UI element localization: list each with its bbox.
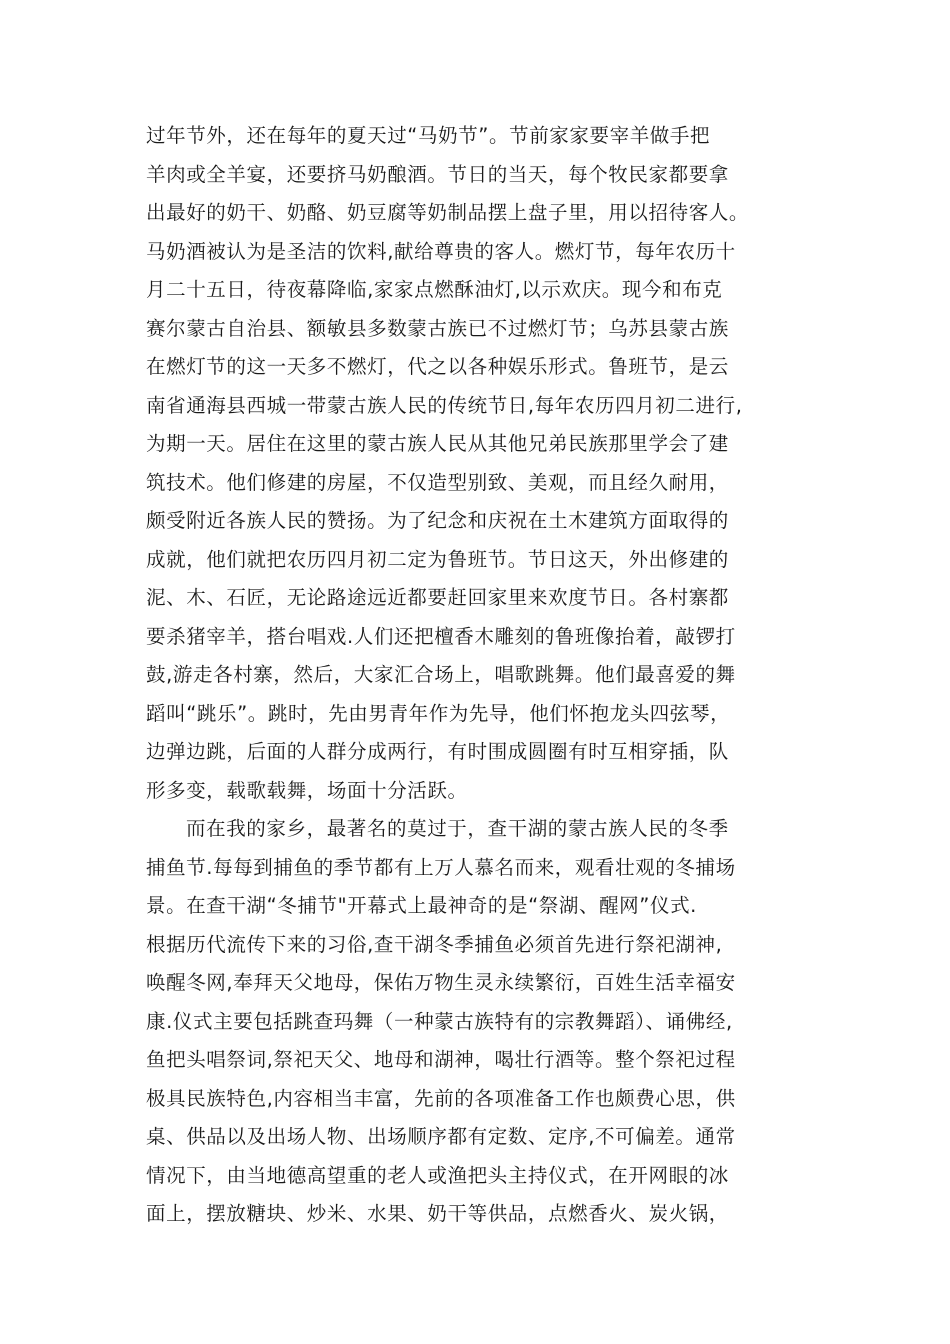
text-line: 根据历代流传下来的习俗,查干湖冬季捕鱼必须首先进行祭祀湖神,: [146, 932, 723, 956]
text-line: 为期一天。居住在这里的蒙古族人民从其他兄弟民族那里学会了建: [146, 432, 729, 455]
text-line: 赛尔蒙古自治县、额敏县多数蒙古族已不过燃灯节；乌苏县蒙古族: [146, 316, 729, 340]
text-line: 康.仪式主要包括跳查玛舞（一种蒙古族特有的宗教舞蹈）、诵佛经,: [146, 1009, 733, 1033]
text-line: 桌、供品以及出场人物、出场顺序都有定数、定序,不可偏差。通常: [146, 1125, 736, 1148]
text-line: 要杀猪宰羊，搭台唱戏.人们还把檀香木雕刻的鲁班像抬着，敲锣打: [146, 624, 736, 648]
text-line: 唤醒冬网,奉拜天父地母，保佑万物生灵永续繁衍，百姓生活幸福安: [146, 971, 736, 994]
text-line: 鼓,游走各村寨，然后，大家汇合场上，唱歌跳舞。他们最喜爱的舞: [146, 663, 736, 686]
text-line: 马奶酒被认为是圣洁的饮料,献给尊贵的客人。燃灯节，每年农历十: [146, 239, 736, 263]
text-line: 在燃灯节的这一天多不燃灯，代之以各种娱乐形式。鲁班节，是云: [146, 355, 729, 378]
paragraph-1: [146, 117, 826, 810]
text-line: 颇受附近各族人民的赞扬。为了纪念和庆祝在土木建筑方面取得的: [146, 509, 729, 532]
text-line: 极具民族特色,内容相当丰富，先前的各项准备工作也颇费心思，供: [146, 1086, 736, 1110]
text-line: 景。在查干湖“冬捕节"开幕式上最神奇的是“祭湖、醒网”仪式.: [146, 894, 697, 917]
text-line: 边弹边跳，后面的人群分成两行，有时围成圆圈有时互相穿插，队: [146, 740, 729, 763]
text-line: 出最好的奶干、奶酪、奶豆腐等奶制品摆上盘子里，用以招待客人。: [146, 201, 750, 224]
text-line: 成就，他们就把农历四月初二定为鲁班节。节日这天，外出修建的: [146, 547, 729, 571]
text-line: 筑技术。他们修建的房屋，不仅造型别致、美观，而且经久耐用，: [146, 470, 729, 494]
text-line: 蹈叫“跳乐”。跳时，先由男青年作为先导，他们怀抱龙头四弦琴，: [146, 701, 731, 725]
text-line: 南省通海县西城一带蒙古族人民的传统节日,每年农历四月初二进行,: [146, 393, 743, 417]
body-text: [146, 117, 826, 1234]
paragraph-2: [146, 810, 826, 1234]
text-line: 过年节外，还在每年的夏天过“马奶节”。节前家家要宰羊做手把: [146, 124, 711, 147]
text-line: 捕鱼节.每每到捕鱼的季节都有上万人慕名而来，观看壮观的冬捕场: [146, 855, 736, 879]
text-line: 泥、木、石匠，无论路途远近都要赶回家里来欢度节日。各村寨都: [146, 586, 729, 609]
text-line: 月二十五日，待夜幕降临,家家点燃酥油灯,以示欢庆。现今和布克: [146, 278, 723, 301]
text-line: 情况下，由当地德高望重的老人或渔把头主持仪式，在开网眼的冰: [146, 1163, 729, 1187]
text-line: 而在我的家乡，最著名的莫过于，查干湖的蒙古族人民的冬季: [186, 817, 729, 840]
text-line: 形多变，载歌载舞，场面十分活跃。: [146, 778, 468, 802]
text-line: 鱼把头唱祭词,祭祀天父、地母和湖神，喝壮行酒等。整个祭祀过程: [146, 1048, 736, 1071]
text-line: 羊肉或全羊宴，还要挤马奶酿酒。节日的当天，每个牧民家都要拿: [146, 162, 729, 186]
text-line: 面上，摆放糖块、炒米、水果、奶干等供品，点燃香火、炭火锅，: [146, 1202, 729, 1225]
